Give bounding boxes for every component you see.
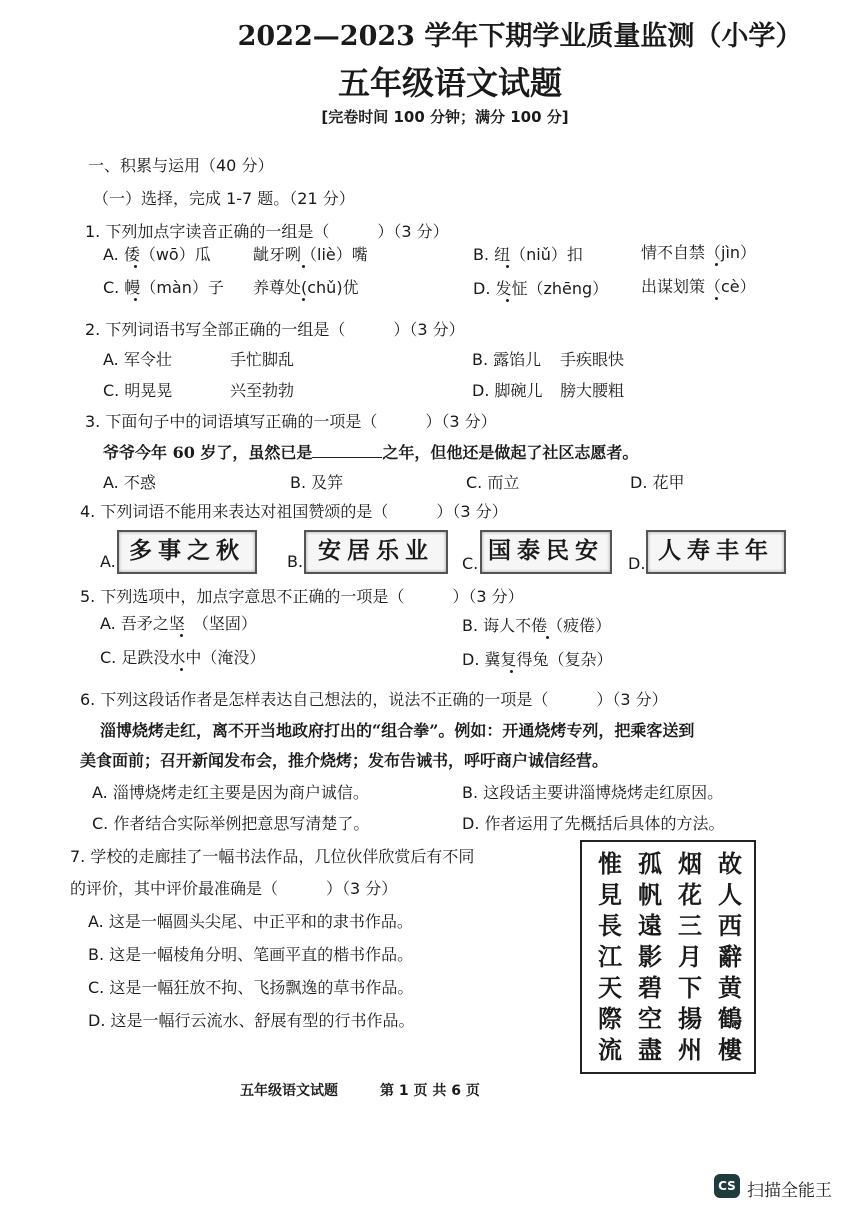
calligraphy-character: 影 [638, 942, 662, 971]
q7-stem-line1: 7. 学校的走廊挂了一幅书法作品，几位伙伴欣赏后有不同 [70, 847, 475, 866]
q6-stem: 6. 下列这段话作者是怎样表达自己想法的，说法不正确的一项是（ ）（3 分） [80, 690, 668, 709]
emphasis-dot [506, 299, 509, 302]
emphasis-dot [510, 670, 513, 673]
calligraphy-character: 盡 [638, 1035, 662, 1064]
calligraphy-character: 辭 [718, 942, 742, 971]
q4-word-card-c: 国泰民安 [480, 530, 612, 574]
q7-option-d: D. 这是一幅行云流水、舒展有型的行书作品。 [88, 1011, 415, 1030]
exam-duration-note: [完卷时间 100 分钟；满分 100 分] [321, 108, 569, 126]
q5-option-c: C. 足跌没水中（淹没） [100, 648, 266, 667]
calligraphy-character: 鶴 [718, 1004, 742, 1033]
q1-option-c1: C. 幔（màn）子 [103, 278, 224, 297]
calligraphy-character: 惟 [598, 849, 622, 878]
calligraphy-character: 故 [718, 849, 742, 878]
calligraphy-character: 孤 [638, 849, 662, 878]
q5-option-b: B. 诲人不倦（疲倦） [462, 616, 612, 635]
q6-option-d: D. 作者运用了先概括后具体的方法。 [462, 814, 725, 833]
q1-option-a1: A. 倭（wō）瓜 [103, 245, 211, 264]
q4-option-c: C. [462, 554, 479, 573]
q3-sentence [103, 440, 638, 463]
q6-option-c: C. 作者结合实际举例把意思写清楚了。 [92, 814, 370, 833]
calligraphy-character: 遠 [638, 911, 662, 940]
calligraphy-character: 天 [598, 973, 622, 1002]
page-footer: 五年级语文试题 第 1 页 共 6 页 [240, 1083, 480, 1099]
calligraphy-character: 西 [718, 911, 742, 940]
calligraphy-character: 州 [678, 1035, 702, 1064]
calligraphy-grid [590, 848, 750, 1065]
q2-option-d2: 膀大腰粗 [560, 381, 625, 400]
calligraphy-character: 長 [598, 911, 622, 940]
calligraphy-character: 三 [678, 911, 702, 940]
calligraphy-character: 下 [678, 973, 702, 1002]
q7-option-a: A. 这是一幅圆头尖尾、中正平和的隶书作品。 [88, 912, 413, 931]
q4-stem: 4. 下列词语不能用来表达对祖国赞颂的是（ ）（3 分） [80, 502, 508, 521]
calligraphy-artwork [580, 840, 756, 1074]
q2-option-d1: D. 脚碗儿 [472, 381, 543, 400]
camscanner-watermark: 扫描全能王 [747, 1181, 832, 1201]
calligraphy-character: 月 [678, 942, 702, 971]
q4-word-card-a: 多事之秋 [117, 530, 257, 574]
q3-option-a: A. 不惑 [103, 473, 156, 492]
emphasis-dot [506, 265, 509, 268]
q3-sentence-part2: 之年，但他还是做起了社区志愿者。 [382, 443, 639, 462]
q6-option-a: A. 淄博烧烤走红主要是因为商户诚信。 [92, 783, 369, 802]
q4-option-a: A. [100, 552, 116, 571]
exam-title-line2: 五年级语文试题 [337, 64, 562, 102]
subsection-heading: （一）选择，完成 1-7 题。（21 分） [93, 189, 355, 208]
q6-passage-line1: 淄博烧烤走红，离不开当地政府打出的“组合拳”。例如：开通烧烤专列，把乘客送到 [100, 721, 695, 740]
q4-word-card-b: 安居乐业 [304, 530, 448, 574]
emphasis-dot [134, 298, 137, 301]
q2-option-b1: B. 露馅儿 [472, 350, 542, 369]
q7-option-b: B. 这是一幅棱角分明、笔画平直的楷书作品。 [88, 945, 414, 964]
q2-option-b2: 手疾眼快 [560, 350, 625, 369]
calligraphy-character: 花 [678, 880, 702, 909]
calligraphy-character: 空 [638, 1004, 662, 1033]
q5-stem: 5. 下列选项中，加点字意思不正确的一项是（ ）（3 分） [80, 587, 524, 606]
emphasis-dot [134, 265, 137, 268]
emphasis-dot [715, 297, 718, 300]
q2-option-c1: C. 明晃晃 [103, 381, 173, 400]
q7-stem-line2: 的评价，其中评价最准确是（ ）（3 分） [70, 879, 398, 898]
q1-option-b1: B. 纽（niǔ）扣 [473, 245, 583, 264]
emphasis-dot [302, 265, 305, 268]
calligraphy-character: 揚 [678, 1004, 702, 1033]
exam-title-line1: 2022—2023 学年下期学业质量监测（小学） [237, 21, 803, 52]
calligraphy-character: 烟 [678, 849, 702, 878]
calligraphy-character: 人 [718, 880, 742, 909]
camscanner-logo-icon: CS [714, 1174, 740, 1198]
q2-option-c2: 兴至勃勃 [230, 381, 295, 400]
q3-sentence-part1: 爷爷今年 60 岁了，虽然已是 [103, 443, 313, 462]
calligraphy-character: 樓 [718, 1035, 742, 1064]
q4-word-card-d: 人寿丰年 [646, 530, 786, 574]
calligraphy-character: 江 [598, 942, 622, 971]
q3-option-d: D. 花甲 [630, 473, 685, 492]
q6-option-b: B. 这段话主要讲淄博烧烤走红原因。 [462, 783, 724, 802]
q2-option-a2: 手忙脚乱 [230, 350, 295, 369]
q1-option-d2: 出谋划策（cè） [641, 277, 756, 296]
q3-stem: 3. 下面句子中的词语填写正确的一项是（ ）（3 分） [85, 412, 497, 431]
calligraphy-character: 流 [598, 1035, 622, 1064]
calligraphy-character: 見 [598, 880, 622, 909]
q1-option-b2: 情不自禁（jìn） [641, 243, 757, 262]
calligraphy-character: 黄 [718, 973, 742, 1002]
emphasis-dot [546, 636, 549, 639]
q7-option-c: C. 这是一幅狂放不拘、飞扬飘逸的草书作品。 [88, 978, 414, 997]
emphasis-dot [715, 263, 718, 266]
q6-passage-line2: 美食面前；召开新闻发布会，推介烧烤；发布告诫书，呼吁商户诚信经营。 [80, 751, 609, 770]
section-heading: 一、积累与运用（40 分） [88, 156, 274, 175]
emphasis-dot [180, 668, 183, 671]
q3-option-b: B. 及笄 [290, 473, 344, 492]
q1-stem: 1. 下列加点字读音正确的一组是（ ）（3 分） [85, 222, 449, 241]
q1-option-c2: 养尊处(chǔ)优 [253, 278, 359, 297]
q1-option-a2: 龇牙咧（liè）嘴 [253, 245, 368, 264]
calligraphy-character: 碧 [638, 973, 662, 1002]
answer-blank [312, 443, 382, 458]
q3-option-c: C. 而立 [466, 473, 520, 492]
q2-stem: 2. 下列词语书写全部正确的一组是（ ）（3 分） [85, 320, 465, 339]
emphasis-dot [302, 298, 305, 301]
q5-option-d: D. 冀复得兔（复杂） [462, 650, 613, 669]
q4-option-b: B. [287, 552, 304, 571]
q5-option-a: A. 吾矛之坚 （坚固） [100, 614, 257, 633]
calligraphy-character: 帆 [638, 880, 662, 909]
q1-option-d1: D. 发怔（zhēng） [473, 279, 609, 298]
emphasis-dot [180, 634, 183, 637]
q4-option-d: D. [628, 554, 646, 573]
q2-option-a1: A. 军令壮 [103, 350, 172, 369]
calligraphy-character: 際 [598, 1004, 622, 1033]
